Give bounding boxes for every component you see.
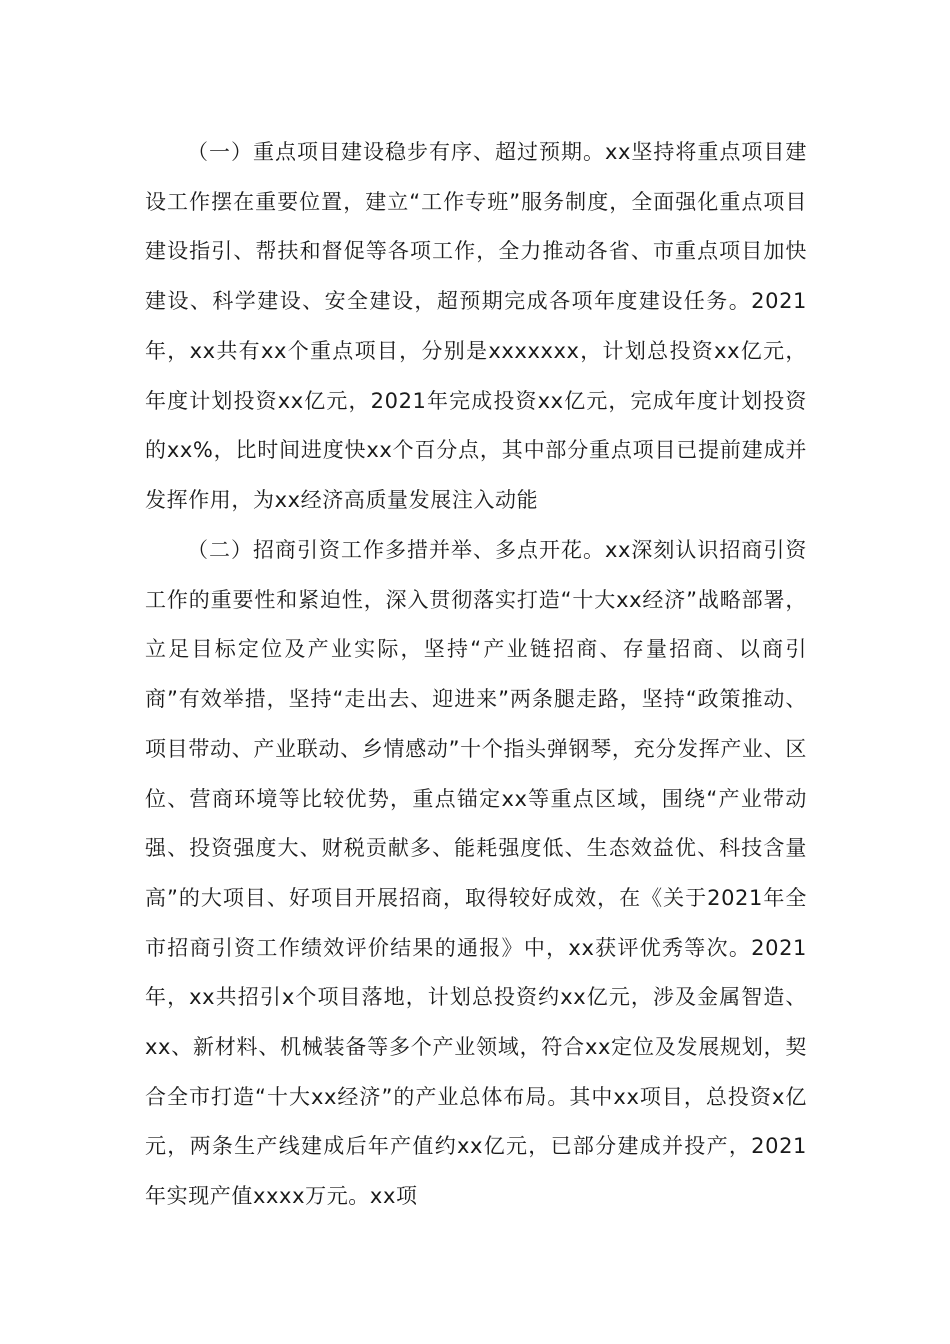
paragraph-investment-attraction: （二）招商引资工作多措并举、多点开花。xx深刻认识招商引资工作的重要性和紧迫性，深入贯彻落实打造“十大xx经济”战略部署，立足目标定位及产业实际，坚持“产业链招商、存量招商、以商引商”有效举措，坚持“走出去、迎进来”两条腿走路，坚持“政策推动、项目带动、产业联动、乡情感动”十个指头弹钢琴，充分发挥产业、区位、营商环境等比较优势，重点锚定xx等重点区域，围绕“产业带动强、投资强度大、财税贡献多、能耗强度低、生态效益优、科技含量高”的大项目、好项目开展招商，取得较好成效，在《关于2021年全市招商引资工作绩效评价结果的通报》中，xx获评优秀等次。2021年，xx共招引x个项目落地，计划总投资约xx亿元，涉及金属智造、xx、新材料、机械装备等多个产业领域，符合xx定位及发展规划，契合全市打造“十大xx经济”的产业总体布局。其中xx项目，总投资x亿元，两条生产线建成后年产值约xx亿元，已部分建成并投产，2021年实现产值xxxx万元。xx项 xyxy=(145,538,807,1209)
paragraph-key-projects: （一）重点项目建设稳步有序、超过预期。xx坚持将重点项目建设工作摆在重要位置，建立“工作专班”服务制度，全面强化重点项目建设指引、帮扶和督促等各项工作，全力推动各省、市重点项目加快建设、科学建设、安全建设，超预期完成各项年度建设任务。2021年，xx共有xx个重点项目，分别是xxxxxxx，计划总投资xx亿元，年度计划投资xx亿元，2021年完成投资xx亿元，完成年度计划投资的xx%，比时间进度快xx个百分点，其中部分重点项目已提前建成并发挥作用，为xx经济高质量发展注入动能 xyxy=(145,140,807,512)
